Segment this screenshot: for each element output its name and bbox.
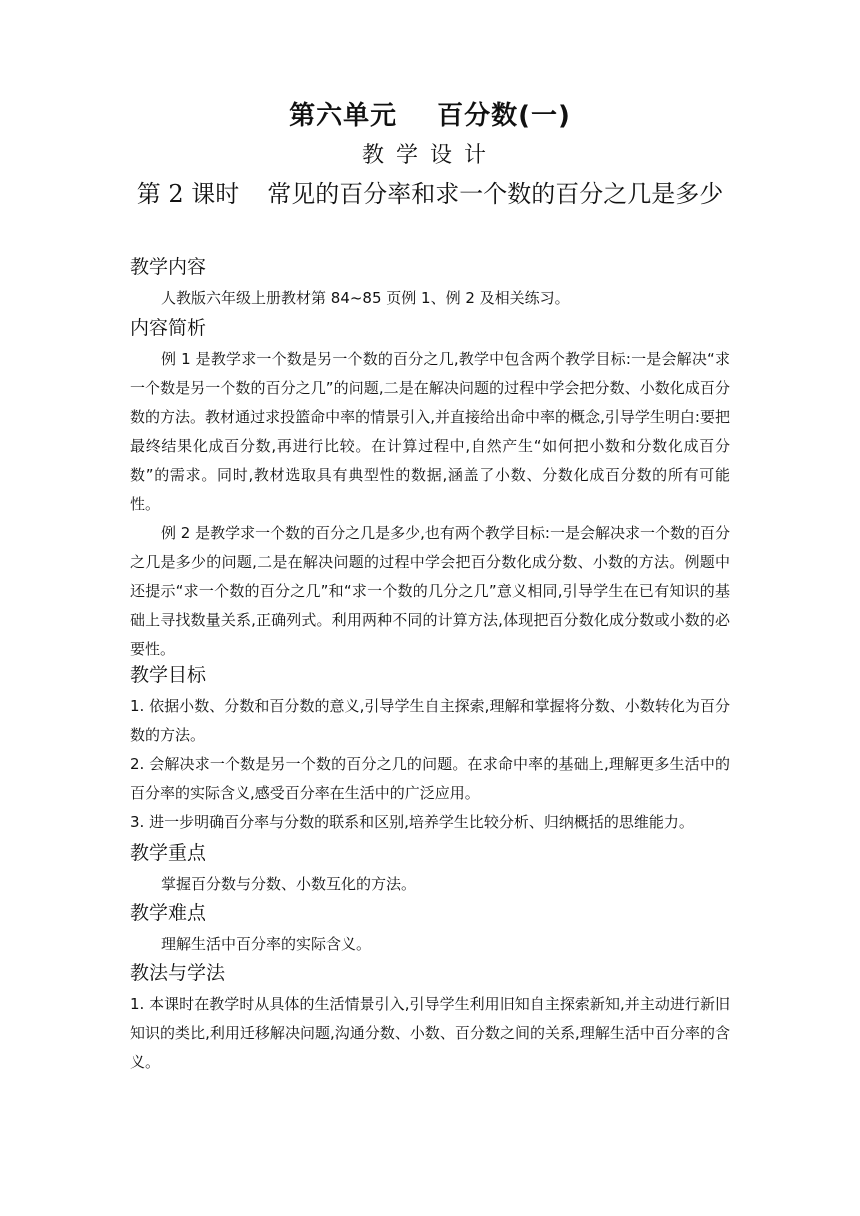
unit-title [0,98,860,134]
subtitle: 教学设计 [361,143,498,168]
unit-title-topic: 百分数(一) [437,101,571,131]
section-content [130,252,730,313]
section-analysis [130,313,730,664]
section-heading: 教学难点 [130,902,207,924]
lesson-title [130,174,730,214]
section-heading: 内容简析 [130,317,207,339]
goal-item-3: 3. 进一步明确百分率与分数的联系和区别,培养学生比较分析、归纳概括的思维能力。 [130,813,694,831]
section-methods [130,958,730,1077]
section-heading: 教学重点 [130,842,207,864]
analysis-paragraph-2: 例 2 是教学求一个数的百分之几是多少,也有两个教学目标:一是会解决求一个数的百分之几是多少的问题,二是在解决问题的过程中学会把百分数化成分数、小数的方法。例题中还提示“求一个数的百分之几”和“求一个数的几分之几”意义相同,引导学生在已有知识的基础上寻找数量关系,正确列式。利用两种不同的计算方法,体现把百分数化成分数或小数的必要性。 [130,524,730,658]
unit-title-number: 第六单元 [289,101,398,131]
section-goals [130,660,730,837]
section-heading: 教学目标 [130,664,207,686]
goal-item-1: 1. 依据小数、分数和百分数的意义,引导学生自主探索,理解和掌握将分数、小数转化为百分数的方法。 [130,697,730,744]
section-heading: 教学内容 [130,256,207,278]
section-text: 理解生活中百分率的实际含义。 [161,935,372,953]
section-key-points [130,838,730,899]
analysis-paragraph-1: 例 1 是教学求一个数是另一个数的百分之几,教学中包含两个教学目标:一是会解决“求一个数是另一个数的百分之几”的问题,二是在解决问题的过程中学会把分数、小数化成百分数的方法。教材通过求投篮命中率的情景引入,并直接给出命中率的概念,引导学生明白:要把最终结果化成百分数,再进行比较。在计算过程中,自然产生“如何把小数和分数化成百分数”的需求。同时,教材选取具有典型性的数据,涵盖了小数、分数化成百分数的所有可能性。 [130,350,730,513]
section-text: 人教版六年级上册教材第 84~85 页例 1、例 2 及相关练习。 [161,289,570,307]
section-heading: 教法与学法 [130,962,226,984]
lesson-topic: 常见的百分率和求一个数的百分之几是多少 [267,180,724,208]
goal-item-2: 2. 会解决求一个数是另一个数的百分之几的问题。在求命中率的基础上,理解更多生活中的百分率的实际含义,感受百分率在生活中的广泛应用。 [130,755,730,802]
method-item-1: 1. 本课时在教学时从具体的生活情景引入,引导学生利用旧知自主探索新知,并主动进行新旧知识的类比,利用迁移解决问题,沟通分数、小数、百分数之间的关系,理解生活中百分率的含义。 [130,995,730,1071]
section-text: 掌握百分数与分数、小数互化的方法。 [161,875,417,893]
lesson-number: 第 2 课时 [136,180,240,208]
section-difficulties [130,898,730,959]
